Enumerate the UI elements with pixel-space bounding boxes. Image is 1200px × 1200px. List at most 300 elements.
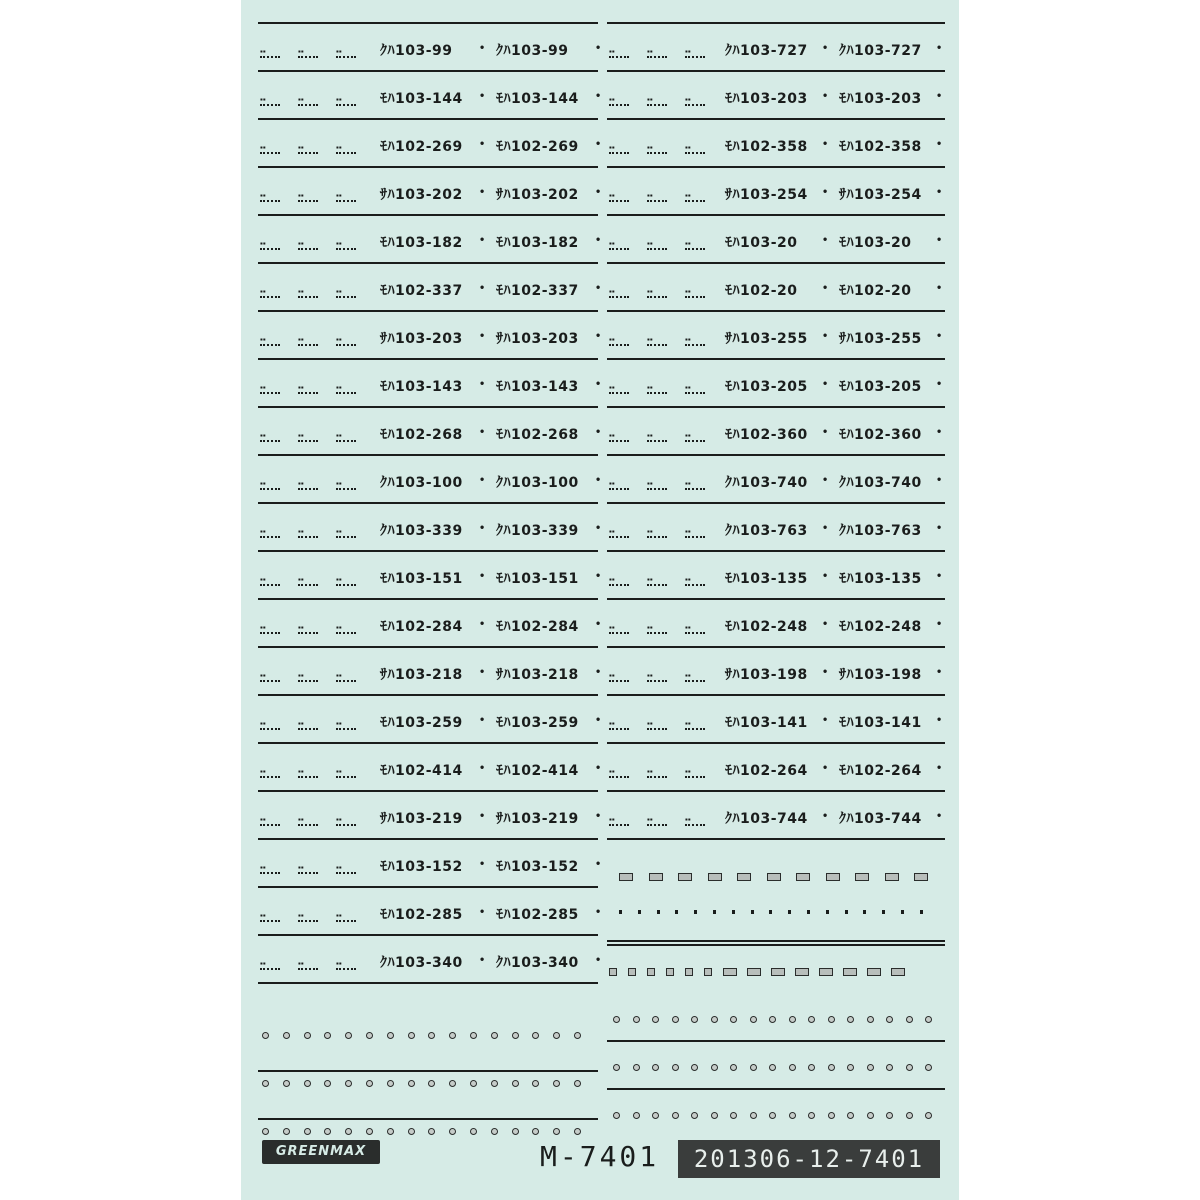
mark-glyph: ▪▪ <box>647 815 653 824</box>
tick-mark: • <box>823 712 828 726</box>
car-number-a: ｸﾊ103-727 <box>725 43 808 59</box>
tick-decal <box>920 910 923 914</box>
station-mark <box>609 144 631 158</box>
mark-glyph: ▪▪ <box>298 863 304 872</box>
tick-decal <box>675 910 678 914</box>
mark-group <box>260 144 370 160</box>
mark-glyph: ▪▪ <box>609 575 615 584</box>
window-decal <box>796 873 810 881</box>
tick-decal <box>751 910 754 914</box>
car-number-a: ﾓﾊ103-143 <box>380 379 463 395</box>
mark-glyph: ▪▪ <box>647 239 653 248</box>
dot-decal <box>345 1128 352 1135</box>
mark-glyph: ▪▪ <box>685 671 691 680</box>
mark-dots <box>609 584 629 589</box>
dot-decal <box>828 1112 835 1119</box>
car-number-b: ﾓﾊ102-248 <box>839 619 922 635</box>
mark-glyph: ▪▪ <box>685 335 691 344</box>
station-mark <box>298 576 320 590</box>
decal-row <box>607 216 945 264</box>
tick-mark: • <box>480 712 485 726</box>
mark-glyph: ▪▪ <box>609 383 615 392</box>
station-mark <box>647 336 669 350</box>
station-mark <box>298 240 320 254</box>
car-number-a: ﾓﾊ102-264 <box>725 763 808 779</box>
ornament-row <box>607 1042 945 1090</box>
car-number-a: ﾓﾊ103-141 <box>725 715 808 731</box>
mark-glyph: ▪▪ <box>685 287 691 296</box>
car-number-b: ﾓﾊ102-337 <box>496 283 579 299</box>
station-mark <box>336 48 358 62</box>
mark-dots <box>685 248 705 253</box>
decal-row <box>607 408 945 456</box>
station-mark <box>609 528 631 542</box>
mark-dots <box>685 200 705 205</box>
car-number-b: ﾓﾊ102-20 <box>839 283 912 299</box>
tick-mark: • <box>937 760 942 774</box>
mark-dots <box>647 152 667 157</box>
station-mark <box>298 768 320 782</box>
station-mark <box>298 912 320 926</box>
dot-decal <box>613 1016 620 1023</box>
tick-mark: • <box>596 952 601 966</box>
mark-glyph: ▪▪ <box>609 527 615 536</box>
tick-mark: • <box>480 952 485 966</box>
dot-decal <box>428 1032 435 1039</box>
tick-mark: • <box>823 808 828 822</box>
station-mark <box>685 384 707 398</box>
car-number-b: ﾓﾊ103-135 <box>839 571 922 587</box>
mark-dots <box>647 440 667 445</box>
car-number-a: ﾓﾊ102-268 <box>380 427 463 443</box>
dot-decal <box>574 1080 581 1087</box>
mark-dots <box>685 536 705 541</box>
car-number-a: ﾓﾊ103-20 <box>725 235 798 251</box>
mark-dots <box>336 392 356 397</box>
dot-decal <box>304 1128 311 1135</box>
station-mark <box>298 720 320 734</box>
decal-row <box>607 24 945 72</box>
mark-dots <box>685 632 705 637</box>
dot-decal <box>886 1064 893 1071</box>
mark-group <box>609 96 719 112</box>
car-number-a: ｻﾊ103-218 <box>380 667 463 683</box>
window-decal <box>619 873 633 881</box>
dot-decal <box>906 1112 913 1119</box>
tick-mark: • <box>823 664 828 678</box>
mark-glyph: ▪▪ <box>647 287 653 296</box>
decal-sheet <box>241 0 959 1200</box>
car-number-a: ﾓﾊ102-248 <box>725 619 808 635</box>
mark-dots <box>647 728 667 733</box>
dot-decal <box>711 1064 718 1071</box>
station-mark <box>336 864 358 878</box>
mark-dots <box>609 248 629 253</box>
tick-mark: • <box>937 616 942 630</box>
car-number-b: ｸﾊ103-744 <box>839 811 922 827</box>
tick-decal <box>882 910 885 914</box>
mark-dots <box>260 632 280 637</box>
dot-decal <box>553 1032 560 1039</box>
tick-mark: • <box>823 424 828 438</box>
dot-decal <box>283 1128 290 1135</box>
car-number-a: ﾓﾊ102-414 <box>380 763 463 779</box>
mark-group <box>260 288 370 304</box>
dot-decal <box>387 1128 394 1135</box>
mark-glyph: ▪▪ <box>298 767 304 776</box>
station-mark <box>685 192 707 206</box>
car-number-a: ﾓﾊ103-203 <box>725 91 808 107</box>
station-mark <box>647 144 669 158</box>
car-number-b: ﾓﾊ102-358 <box>839 139 922 155</box>
decal-row <box>607 552 945 600</box>
station-mark <box>609 432 631 446</box>
station-mark <box>260 672 282 686</box>
window-decal <box>678 873 692 881</box>
mark-dots <box>336 248 356 253</box>
dot-decal <box>324 1128 331 1135</box>
station-mark <box>260 48 282 62</box>
mark-glyph: ▪▪ <box>260 527 266 536</box>
station-mark <box>260 192 282 206</box>
car-number-a: ｸﾊ103-763 <box>725 523 808 539</box>
product-code: M-7401 <box>540 1140 660 1173</box>
mark-dots <box>298 920 318 925</box>
station-mark <box>298 960 320 974</box>
station-mark <box>609 480 631 494</box>
tick-mark: • <box>480 232 485 246</box>
tick-mark: • <box>596 760 601 774</box>
station-mark <box>609 672 631 686</box>
tick-mark: • <box>823 376 828 390</box>
ornament-row <box>607 898 945 946</box>
tick-mark: • <box>823 328 828 342</box>
mark-group <box>260 192 370 208</box>
dot-decal <box>769 1016 776 1023</box>
mark-dots <box>647 200 667 205</box>
dot-decal <box>262 1032 269 1039</box>
mark-glyph: ▪▪ <box>336 815 342 824</box>
tick-mark: • <box>937 136 942 150</box>
mark-glyph: ▪▪ <box>298 575 304 584</box>
station-mark <box>685 480 707 494</box>
station-mark <box>336 672 358 686</box>
mark-glyph: ▪▪ <box>260 719 266 728</box>
mark-glyph: ▪▪ <box>336 575 342 584</box>
window-decal <box>666 968 674 976</box>
car-number-a: ﾓﾊ103-144 <box>380 91 463 107</box>
mark-dots <box>609 728 629 733</box>
tick-mark: • <box>823 88 828 102</box>
tick-mark: • <box>937 88 942 102</box>
mark-glyph: ▪▪ <box>609 671 615 680</box>
decal-row <box>258 552 601 600</box>
dot-decal <box>633 1112 640 1119</box>
mark-dots <box>609 776 629 781</box>
decal-row <box>258 888 601 936</box>
mark-dots <box>685 584 705 589</box>
station-mark <box>260 96 282 110</box>
station-mark <box>260 816 282 830</box>
dot-decal <box>847 1064 854 1071</box>
station-mark <box>647 720 669 734</box>
window-decal <box>767 873 781 881</box>
tick-mark: • <box>480 760 485 774</box>
dot-decal <box>925 1112 932 1119</box>
dot-decal <box>886 1112 893 1119</box>
mark-dots <box>260 344 280 349</box>
window-decal <box>843 968 857 976</box>
dot-decal <box>925 1016 932 1023</box>
station-mark <box>685 528 707 542</box>
dot-decal <box>652 1112 659 1119</box>
mark-glyph: ▪▪ <box>647 191 653 200</box>
dot-decal <box>553 1080 560 1087</box>
car-number-a: ﾓﾊ102-20 <box>725 283 798 299</box>
mark-group <box>260 720 370 736</box>
dot-decal <box>574 1032 581 1039</box>
station-mark <box>685 144 707 158</box>
window-decal <box>723 968 737 976</box>
station-mark <box>647 576 669 590</box>
dot-decal <box>711 1016 718 1023</box>
mark-dots <box>298 728 318 733</box>
mark-dots <box>260 296 280 301</box>
decal-row <box>258 840 601 888</box>
car-number-b: ｻﾊ103-219 <box>496 811 579 827</box>
mark-glyph: ▪▪ <box>647 719 653 728</box>
station-mark <box>609 96 631 110</box>
tick-decal <box>901 910 904 914</box>
car-number-b: ｸﾊ103-763 <box>839 523 922 539</box>
mark-glyph: ▪▪ <box>609 239 615 248</box>
mark-dots <box>260 584 280 589</box>
station-mark <box>260 960 282 974</box>
station-mark <box>336 528 358 542</box>
car-number-a: ｻﾊ103-219 <box>380 811 463 827</box>
serial-number: 201306-12-7401 <box>678 1140 940 1178</box>
decal-row <box>258 24 601 72</box>
mark-glyph: ▪▪ <box>260 479 266 488</box>
dot-decal <box>828 1064 835 1071</box>
mark-glyph: ▪▪ <box>336 239 342 248</box>
window-decal <box>649 873 663 881</box>
mark-glyph: ▪▪ <box>298 191 304 200</box>
tick-decal <box>807 910 810 914</box>
dot-decal <box>449 1128 456 1135</box>
separator-rule <box>607 940 945 942</box>
station-mark <box>609 624 631 638</box>
mark-glyph: ▪▪ <box>336 719 342 728</box>
decal-row <box>607 72 945 120</box>
mark-dots <box>609 296 629 301</box>
car-number-a: ﾓﾊ103-135 <box>725 571 808 587</box>
station-mark <box>298 48 320 62</box>
mark-dots <box>260 920 280 925</box>
mark-group <box>609 816 719 832</box>
decal-row <box>607 120 945 168</box>
mark-dots <box>685 344 705 349</box>
decal-row <box>607 504 945 552</box>
mark-glyph: ▪▪ <box>336 767 342 776</box>
station-mark <box>685 576 707 590</box>
dot-decal <box>711 1112 718 1119</box>
car-number-b: ｻﾊ103-198 <box>839 667 922 683</box>
mark-glyph: ▪▪ <box>260 239 266 248</box>
dot-decal <box>324 1032 331 1039</box>
mark-dots <box>260 488 280 493</box>
mark-group <box>609 384 719 400</box>
dot-decal <box>730 1016 737 1023</box>
car-number-b: ｻﾊ103-218 <box>496 667 579 683</box>
mark-glyph: ▪▪ <box>609 191 615 200</box>
dot-decal <box>691 1064 698 1071</box>
tick-mark: • <box>480 808 485 822</box>
dot-decal <box>867 1112 874 1119</box>
mark-glyph: ▪▪ <box>260 143 266 152</box>
dot-decal <box>750 1064 757 1071</box>
decal-row <box>258 648 601 696</box>
car-number-b: ﾓﾊ103-144 <box>496 91 579 107</box>
station-mark <box>298 144 320 158</box>
tick-mark: • <box>937 184 942 198</box>
tick-decal <box>638 910 641 914</box>
tick-mark: • <box>596 472 601 486</box>
dot-decal <box>672 1064 679 1071</box>
mark-glyph: ▪▪ <box>647 383 653 392</box>
mark-glyph: ▪▪ <box>336 863 342 872</box>
mark-group <box>260 48 370 64</box>
car-number-b: ｸﾊ103-727 <box>839 43 922 59</box>
mark-glyph: ▪▪ <box>260 671 266 680</box>
station-mark <box>260 144 282 158</box>
mark-glyph: ▪▪ <box>685 815 691 824</box>
mark-dots <box>336 296 356 301</box>
mark-dots <box>685 728 705 733</box>
window-decal <box>795 968 809 976</box>
car-number-b: ｸﾊ103-740 <box>839 475 922 491</box>
mark-glyph: ▪▪ <box>260 431 266 440</box>
mark-glyph: ▪▪ <box>647 479 653 488</box>
tick-mark: • <box>596 856 601 870</box>
station-mark <box>647 672 669 686</box>
station-mark <box>685 672 707 686</box>
car-number-a: ﾓﾊ103-182 <box>380 235 463 251</box>
dot-decal <box>449 1032 456 1039</box>
mark-group <box>260 336 370 352</box>
mark-glyph: ▪▪ <box>609 719 615 728</box>
decal-row <box>258 600 601 648</box>
mark-glyph: ▪▪ <box>260 335 266 344</box>
station-mark <box>685 48 707 62</box>
mark-dots <box>647 392 667 397</box>
mark-glyph: ▪▪ <box>260 767 266 776</box>
window-decal <box>867 968 881 976</box>
dot-decal <box>789 1016 796 1023</box>
mark-dots <box>685 776 705 781</box>
decal-row <box>607 456 945 504</box>
mark-glyph: ▪▪ <box>685 95 691 104</box>
tick-mark: • <box>937 472 942 486</box>
mark-glyph: ▪▪ <box>298 479 304 488</box>
station-mark <box>685 816 707 830</box>
mark-glyph: ▪▪ <box>609 623 615 632</box>
mark-group <box>609 192 719 208</box>
mark-dots <box>298 584 318 589</box>
decal-row <box>258 120 601 168</box>
mark-glyph: ▪▪ <box>298 383 304 392</box>
mark-group <box>609 336 719 352</box>
dot-decal <box>828 1016 835 1023</box>
dot-decal <box>491 1032 498 1039</box>
station-mark <box>609 288 631 302</box>
car-number-b: ﾓﾊ102-285 <box>496 907 579 923</box>
mark-glyph: ▪▪ <box>336 959 342 968</box>
tick-mark: • <box>596 40 601 54</box>
mark-glyph: ▪▪ <box>609 95 615 104</box>
dot-decal <box>491 1128 498 1135</box>
ornament-row <box>607 994 945 1042</box>
station-mark <box>260 576 282 590</box>
tick-mark: • <box>823 40 828 54</box>
window-decal <box>914 873 928 881</box>
mark-dots <box>685 680 705 685</box>
dot-row <box>258 1006 598 1054</box>
tick-mark: • <box>480 616 485 630</box>
dot-row <box>258 1054 598 1102</box>
station-mark <box>685 624 707 638</box>
dot-decal <box>730 1112 737 1119</box>
station-mark <box>298 288 320 302</box>
mark-dots <box>609 152 629 157</box>
tick-mark: • <box>480 376 485 390</box>
dot-decal <box>847 1112 854 1119</box>
mark-dots <box>298 488 318 493</box>
tick-mark: • <box>596 232 601 246</box>
car-number-a: ｸﾊ103-744 <box>725 811 808 827</box>
mark-group <box>609 480 719 496</box>
tick-mark: • <box>480 664 485 678</box>
dot-decal <box>470 1080 477 1087</box>
dot-decal <box>769 1112 776 1119</box>
mark-dots <box>336 152 356 157</box>
mark-glyph: ▪▪ <box>685 767 691 776</box>
mark-dots <box>647 632 667 637</box>
mark-dots <box>609 632 629 637</box>
mark-glyph: ▪▪ <box>298 527 304 536</box>
mark-dots <box>298 776 318 781</box>
dot-decal <box>366 1032 373 1039</box>
mark-glyph: ▪▪ <box>336 671 342 680</box>
mark-glyph: ▪▪ <box>260 863 266 872</box>
tick-mark: • <box>596 568 601 582</box>
tick-mark: • <box>937 424 942 438</box>
station-mark <box>260 384 282 398</box>
station-mark <box>647 48 669 62</box>
car-number-b: ﾓﾊ103-143 <box>496 379 579 395</box>
mark-dots <box>685 824 705 829</box>
car-number-b: ﾓﾊ102-360 <box>839 427 922 443</box>
station-mark <box>647 816 669 830</box>
station-mark <box>685 720 707 734</box>
mark-glyph: ▪▪ <box>260 623 266 632</box>
mark-dots <box>336 104 356 109</box>
station-mark <box>336 432 358 446</box>
station-mark <box>260 432 282 446</box>
mark-dots <box>298 968 318 973</box>
mark-glyph: ▪▪ <box>298 671 304 680</box>
dot-decal <box>470 1032 477 1039</box>
